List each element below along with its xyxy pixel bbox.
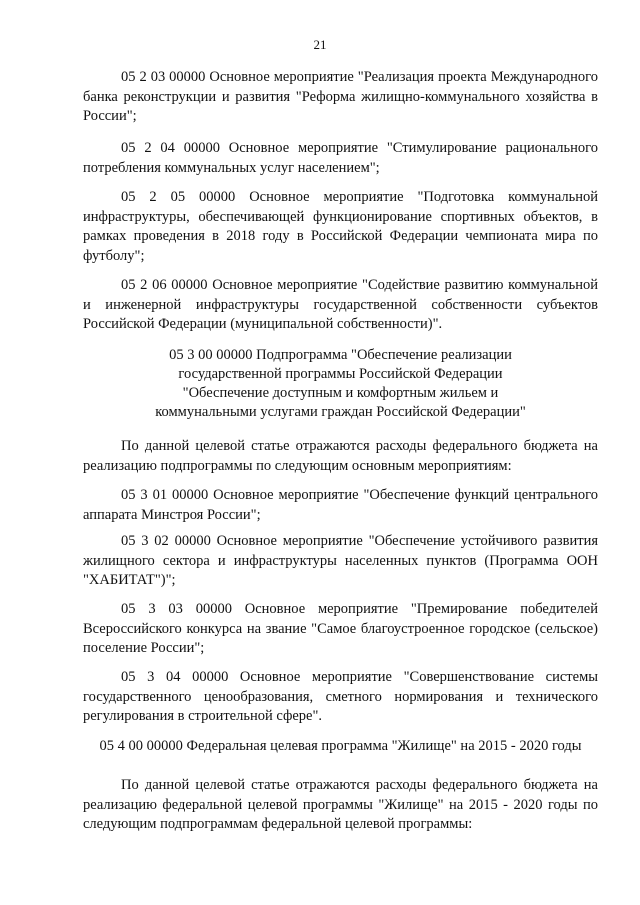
paragraph-05-2-06: 05 2 06 00000 Основное мероприятие "Содействие развитию коммунальной и инженерной инфраструктуры государственной собственности субъектов Российской Федерации (муниципальной собственности)".	[83, 277, 598, 332]
paragraph-05-3-03: 05 3 03 00000 Основное мероприятие "Премирование победителей Всероссийского конкурса на звание "Самое благоустроенное городское (сельское) поселение России";	[83, 601, 598, 656]
subprogram-intro: По данной целевой статье отражаются расходы федерального бюджета на реализацию подпрограммы по следующим основным мероприятиям:	[83, 438, 598, 474]
paragraph-05-3-02: 05 3 02 00000 Основное мероприятие "Обеспечение устойчивого развития жилищного сектора и инфраструктуры населенных пунктов (Программа ООН "ХАБИТАТ")";	[83, 533, 598, 588]
subprogram-heading-line: "Обеспечение доступным и комфортным жильем и	[182, 385, 499, 401]
subprogram-heading-line: коммунальными услугами граждан Российской Федерации"	[155, 404, 526, 420]
paragraph-05-2-03: 05 2 03 00000 Основное мероприятие "Реализация проекта Международного банка реконструкции и развития "Реформа жилищно-коммунального хозяйства в России";	[83, 69, 598, 124]
subprogram-heading-line: государственной программы Российской Федерации	[178, 366, 503, 382]
paragraph-05-2-04: 05 2 04 00000 Основное мероприятие "Стимулирование рационального потребления коммунальных услуг населением";	[83, 140, 598, 176]
program-heading: 05 4 00 00000 Федеральная целевая программа "Жилище" на 2015 - 2020 годы	[99, 738, 582, 754]
page-number: 21	[313, 37, 327, 52]
program-intro: По данной целевой статье отражаются расходы федерального бюджета на реализацию федеральной целевой программы "Жилище" на 2015 - 2020 годы по следующим подпрограммам федеральной целевой программы:	[83, 777, 598, 832]
paragraph-05-3-04: 05 3 04 00000 Основное мероприятие "Совершенствование системы государственного ценообразования, сметного нормирования и технического регулирования в строительной сфере".	[83, 669, 598, 724]
paragraph-05-2-05: 05 2 05 00000 Основное мероприятие "Подготовка коммунальной инфраструктуры, обеспечивающей функционирование спортивных объектов, в рамках проведения в 2018 году в Российской Федерации чемпионата мира по футболу";	[83, 189, 598, 264]
subprogram-heading	[83, 346, 598, 422]
subprogram-heading-line: 05 3 00 00000 Подпрограмма "Обеспечение реализации	[169, 347, 512, 363]
paragraph-05-3-01: 05 3 01 00000 Основное мероприятие "Обеспечение функций центрального аппарата Минстроя России";	[83, 487, 598, 523]
